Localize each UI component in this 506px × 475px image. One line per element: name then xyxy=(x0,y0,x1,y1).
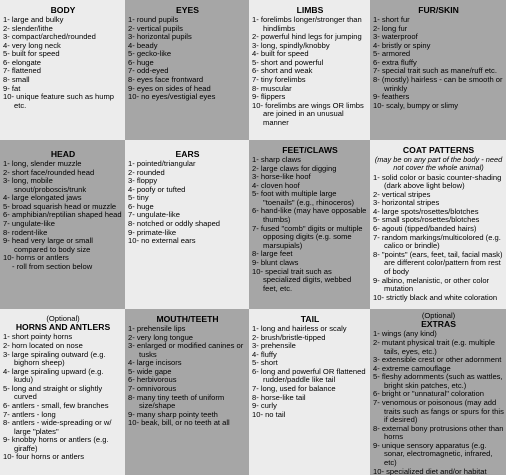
list-item: 6- huge xyxy=(128,57,154,67)
list-item: 8- antlers - wide-spreading or w/ large "plates" xyxy=(3,418,112,436)
list-item: 4- poofy or tufted xyxy=(128,184,186,194)
list-item: 1- large and bulky xyxy=(3,15,64,25)
list-item: 9- feathers xyxy=(373,92,410,102)
list-item: 8- eyes face frontward xyxy=(128,75,204,85)
cell-title: LIMBS xyxy=(296,5,324,15)
trait-list xyxy=(3,333,123,462)
cell-title: BODY xyxy=(50,5,76,15)
list-item: 2- vertical stripes xyxy=(373,189,431,199)
cell-horns-antlers xyxy=(0,309,125,475)
list-item: 8- small xyxy=(3,75,30,85)
list-item: 8- notched or oddly shaped xyxy=(128,219,221,229)
list-item: 3- floppy xyxy=(128,176,158,186)
trait-list xyxy=(373,16,504,110)
list-item: 3- horse-like hoof xyxy=(252,172,311,182)
list-item: 3- long, mobile snout/proboscis/trunk xyxy=(3,176,87,194)
list-item: 7- omnivorous xyxy=(128,384,177,394)
cell-mouth-teeth xyxy=(125,309,249,475)
list-item: 4- extreme camouflage xyxy=(373,363,451,373)
cell-fur-skin xyxy=(370,0,506,140)
list-item: 10- special trait such as specialized digits, webbed feet, etc. xyxy=(252,266,352,293)
cell-head xyxy=(0,140,125,309)
list-item: 1- long and hairless or scaly xyxy=(252,324,347,334)
cell-title: FEET/CLAWS xyxy=(282,145,338,155)
trait-list xyxy=(252,156,368,293)
list-item: 4- cloven hoof xyxy=(252,180,300,190)
list-item: 2- very long tongue xyxy=(128,332,194,342)
list-item: 6- hand-like (may have opposable thumbs) xyxy=(252,206,367,225)
list-item: 7- tiny forelimbs xyxy=(252,75,306,85)
list-item: 5- built for speed xyxy=(3,49,60,59)
list-item: 2- long fur xyxy=(373,23,408,33)
cell-coat-patterns xyxy=(370,140,506,309)
list-item: 6- herbivorous xyxy=(128,375,177,385)
list-item: 10- scaly, bumpy or slimy xyxy=(373,100,459,110)
list-item: 9- many sharp pointy teeth xyxy=(128,409,218,419)
list-item: 5- tiny xyxy=(128,193,149,203)
optional-label: (Optional) xyxy=(421,311,456,320)
list-item: 6- short and weak xyxy=(252,66,313,76)
list-item: 8- external bony protrusions other than horns xyxy=(373,423,504,442)
optional-label: (Optional) xyxy=(46,314,80,323)
cell-body xyxy=(0,0,125,140)
list-item: 3- prehensile xyxy=(252,341,296,351)
cell-limbs xyxy=(249,0,370,140)
cell-subtitle: (may be on any part of the body - need not cover the whole animal) xyxy=(374,155,503,173)
trait-list xyxy=(3,160,123,272)
list-item: 2- brush/bristle-tipped xyxy=(252,332,326,342)
list-item: 7- ungulate-like xyxy=(128,210,180,220)
list-item: 7- flattened xyxy=(3,66,41,76)
list-item: 10- unique feature such as hump etc. xyxy=(3,92,115,110)
list-item: 2- vertical pupils xyxy=(128,23,183,33)
trait-list xyxy=(373,330,504,475)
list-item: 1- wings (any kind) xyxy=(373,329,437,339)
list-item: 5- broad squarish head or muzzle xyxy=(3,201,117,211)
list-item: 1- short fur xyxy=(373,15,410,25)
list-item: 9- albino, melanistic, or other color mutation xyxy=(373,275,490,294)
list-item: 4- fluffy xyxy=(252,349,277,359)
list-item: 9- eyes on sides of head xyxy=(128,83,211,93)
list-item: 2- large claws for digging xyxy=(252,163,337,173)
list-item: 4- built for speed xyxy=(252,49,309,59)
cell-title: FUR/SKIN xyxy=(418,5,459,15)
cell-title: MOUTH/TEETH xyxy=(156,314,219,324)
list-item: 6- huge xyxy=(128,201,154,211)
list-item: 10- no eyes/vestigial eyes xyxy=(128,92,216,102)
list-item: 2- rounded xyxy=(128,167,165,177)
list-item: 7- random markings/multicolored (e.g. calico or brindle) xyxy=(373,232,501,251)
cell-tail xyxy=(249,309,370,475)
list-item: 3- extensible crest or other adornment xyxy=(373,355,502,365)
list-item: 9- unique sensory apparatus (e.g. sonar, electromagnetic, infrared, etc) xyxy=(373,440,493,468)
list-item: 10- forelimbs are wings OR limbs are joined in an unusual manner xyxy=(252,100,364,127)
list-item: 5- armored xyxy=(373,49,411,59)
list-item: 4- large incisors xyxy=(128,358,182,368)
cell-title: HEAD xyxy=(50,149,76,159)
trait-list xyxy=(373,174,504,303)
list-item: 6- long and powerful OR flattened rudder/paddle like tail xyxy=(252,366,366,385)
list-item: 2- slender/lithe xyxy=(3,23,53,33)
list-item: 5- short xyxy=(252,358,278,368)
list-item: 5- wide gape xyxy=(128,366,172,376)
list-item: 9- curly xyxy=(252,401,277,411)
list-item: 9- fat xyxy=(3,83,21,93)
list-item: 2- mutant physical trait (e.g. multiple tails, eyes, etc.) xyxy=(373,337,495,356)
list-item: 9- primate-like xyxy=(128,227,177,237)
cell-title: HORNS AND ANTLERS xyxy=(15,322,111,333)
list-item: 5- small spots/rosettes/blotches xyxy=(373,215,480,225)
cell-feet-claws xyxy=(249,140,370,309)
list-item: 7- venomous or poisonous (may add traits such as fangs or spurs for this if desired) xyxy=(373,397,504,425)
list-item: 7- antlers - long xyxy=(3,409,56,419)
list-item: 4- very long neck xyxy=(3,40,61,50)
list-item: 3- long, spindly/knobby xyxy=(252,40,330,50)
list-item: 10- no tail xyxy=(252,409,286,419)
list-item: 9- knobby horns or antlers (e.g. giraffe) xyxy=(3,435,109,453)
list-item: 8- rodent-like xyxy=(3,227,48,237)
list-item: 10- no external ears xyxy=(128,236,196,246)
list-item: 4- large spiraling upward (e.g. kudu) xyxy=(3,366,104,385)
list-item: 5- long and straight or slightly curved xyxy=(3,383,103,402)
cell-extras xyxy=(370,309,506,475)
list-item: 10- specialized diet and/or habitat xyxy=(373,466,487,475)
list-item: 7- fused "comb" digits or multiple opposing digits (e.g. some marsupials) xyxy=(252,223,363,250)
list-item: 6- antlers - small, few branches xyxy=(3,400,109,410)
list-item: 5- gecko-like xyxy=(128,49,172,59)
cell-title: TAIL xyxy=(300,314,320,324)
list-item: 1- sharp claws xyxy=(252,155,301,165)
list-item: 1- forelimbs longer/stronger than hindlimbs xyxy=(252,15,362,33)
list-item: 6- extra fluffy xyxy=(373,57,417,67)
list-item: 7- ungulate-like xyxy=(3,219,55,229)
list-item: 9- head very large or small compared to body size xyxy=(3,236,93,254)
list-item: 8- muscular xyxy=(252,83,292,93)
list-item: 1- round pupils xyxy=(128,15,179,25)
list-item: 2- powerful hind legs for jumping xyxy=(252,32,362,42)
list-item: 4- beady xyxy=(128,40,158,50)
cell-ears xyxy=(125,140,249,309)
list-item: 5- short and powerful xyxy=(252,57,324,67)
list-item: 6- agouti (tipped/banded hairs) xyxy=(373,224,477,234)
list-item: 10- beak, bill, or no teeth at all xyxy=(128,418,230,428)
list-item: 2- horn located on nose xyxy=(3,340,83,350)
trait-list xyxy=(252,325,368,419)
list-item: 1- prehensile lips xyxy=(128,324,186,334)
list-item: 8- (mostly) hairless - can be smooth or wrinkly xyxy=(373,75,503,93)
list-item: 4- large elongated jaws xyxy=(3,193,82,203)
trait-list xyxy=(128,16,247,102)
list-item: 3- horizontal pupils xyxy=(128,32,192,42)
list-item: 1- pointed/triangular xyxy=(128,159,196,169)
cell-title: EXTRAS xyxy=(421,319,456,330)
list-item: 3- horizontal stripes xyxy=(373,198,440,208)
list-item: 7- special trait such as mane/ruff etc. xyxy=(373,66,497,76)
trait-list xyxy=(252,16,368,128)
list-item: 5- fleshy adornments (such as wattles, bright skin patches, etc.) xyxy=(373,372,503,390)
list-item: 3- waterproof xyxy=(373,32,418,42)
list-item: 10- strictly black and white coloration xyxy=(373,292,498,302)
cell-title: COAT PATTERNS xyxy=(402,145,475,155)
cell-title: EARS xyxy=(175,149,200,159)
list-item: 3- enlarged or modified canines or tusks xyxy=(128,341,244,359)
trait-list xyxy=(128,325,247,428)
list-item: 5- foot with multiple large "toenails" (e.g., rhinoceros) xyxy=(252,189,355,207)
list-item: 1- long, slender muzzle xyxy=(3,159,82,169)
list-item: 1- solid color or basic counter-shading (dark above light below) xyxy=(373,172,502,191)
list-item: 4- bristly or spiny xyxy=(373,40,431,50)
list-item: 10- four horns or antlers xyxy=(3,452,85,462)
list-item: 8- "points" (ears, feet, tail, facial mask) are different color/pattern from rest of body xyxy=(373,249,503,276)
list-item: 2- short face/rounded head xyxy=(3,167,95,177)
trait-list xyxy=(128,160,247,246)
list-item: 8- horse-like tail xyxy=(252,392,306,402)
list-item: 8- many tiny teeth of uniform size/shape xyxy=(128,392,225,411)
list-item: - roll from section below xyxy=(12,261,93,271)
trait-list xyxy=(3,16,123,110)
list-item: 6- amphibian/reptilian shaped head xyxy=(3,210,122,220)
list-item: 3- large spiraling outward (e.g. bighorn sheep) xyxy=(3,349,106,368)
list-item: 7- long, used for balance xyxy=(252,384,336,394)
list-item: 9- flippers xyxy=(252,92,286,102)
list-item: 7- odd-eyed xyxy=(128,66,169,76)
list-item: 6- elongate xyxy=(3,57,41,67)
list-item: 4- large spots/rosettes/blotches xyxy=(373,206,479,216)
list-item: 6- bright or "unnatural" coloration xyxy=(373,389,484,399)
cell-eyes xyxy=(125,0,249,140)
list-item: 8- large feet xyxy=(252,249,293,259)
list-item: 9- blunt claws xyxy=(252,257,299,267)
list-item: 1- short pointy horns xyxy=(3,332,73,342)
list-item: 3- compact/arched/rounded xyxy=(3,32,96,42)
list-item: 10- horns or antlers xyxy=(3,253,69,263)
cell-title: EYES xyxy=(176,5,199,15)
